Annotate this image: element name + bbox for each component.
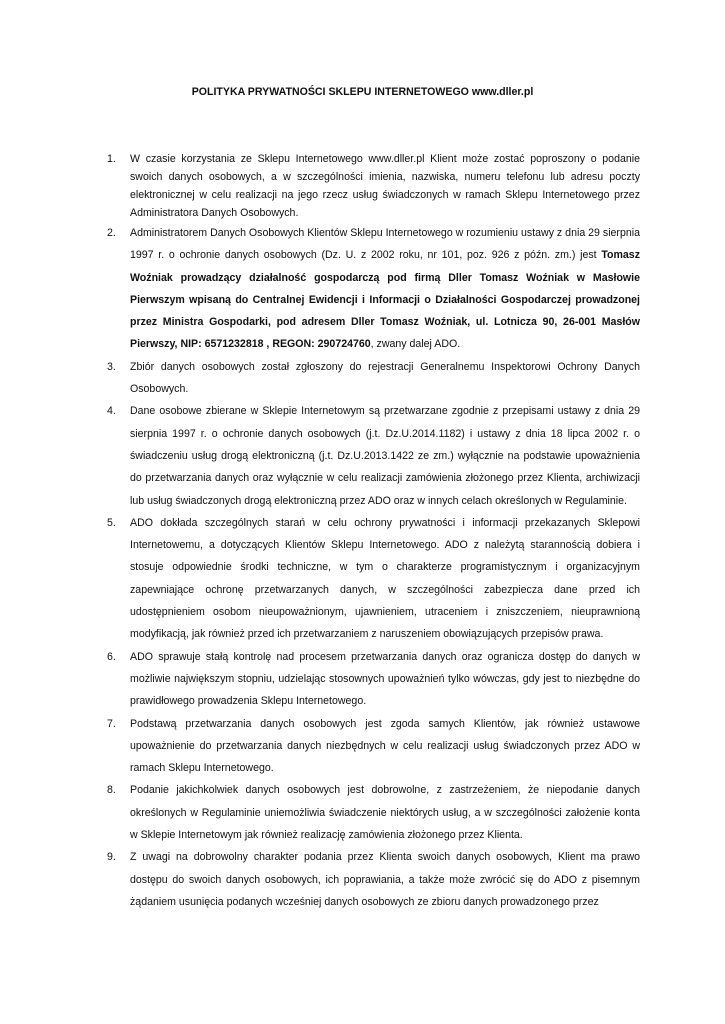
item-text: Zbiór danych osobowych został zgłoszony do rejestracji Generalnemu Inspektorowi Ochrony Danych Osobowych. <box>130 360 640 396</box>
list-item <box>107 646 640 713</box>
item-number: 9. <box>107 851 116 864</box>
item-bold-text: Tomasz Woźniak prowadzący działalność gospodarczą pod firmą Dller Tomasz Woźniak w Masłowie Pierwszym wpisaną do Centralnej Ewidencji i Informacji o Działalności Gospodarczej prowadzonej przez Ministra Gospodarki, pod adresem Dller Tomasz Woźniak, ul. Lotnicza 90, 26-001 Masłów Pierwszy, NIP: 6571232818 , REGON: 290724760 <box>130 249 640 351</box>
item-number: 2. <box>107 227 116 239</box>
policy-list <box>107 150 640 913</box>
item-text: ADO sprawuje stałą kontrolę nad procesem przetwarzania danych oraz ogranicza dostęp do danych w możliwie największym stopniu, udzielając stosownych upoważnień tylko wówczas, gdy jest to niezbędne do prawidłowego prowadzenia Sklepu Internetowego. <box>130 650 640 708</box>
item-text: Podanie jakichkolwiek danych osobowych jest dobrowolne, z zastrzeżeniem, że niepodanie danych określonych w Regulaminie uniemożliwia świadczenie niektórych usług, a w szczególności założenie konta w Sklepie Internetowym jak również realizację zamówienia złożonego przez Klienta. <box>130 784 640 842</box>
item-text: ADO dokłada szczególnych starań w celu ochrony prywatności i informacji przekazanych Sklepowi Internetowemu, a dotyczących Klientów Sklepu Internetowego. ADO z należytą starannością dobiera i stosuje odpowiednie środki techniczne, w tym o charakterze programistycznym i organizacyjnym zapewniające ochronę przetwarzanych danych, w szczególności zabezpiecza dane przed ich udostępnieniem osobom nieupoważnionym, ujawnieniem, utraceniem i zniszczeniem, nieuprawnioną modyfikacją, jak również przed ich przetwarzaniem z naruszeniem obowiązujących przepisów prawa. <box>130 516 640 641</box>
item-text: Z uwagi na dobrowolny charakter podania przez Klienta swoich danych osobowych, Klient ma prawo dostępu do swoich danych osobowych, ich poprawiania, a także może zwrócić się do ADO z pisemnym żądaniem usunięcia podanych wcześniej danych osobowych ze zbioru danych prowadzonego przez <box>130 851 640 908</box>
list-item <box>107 150 640 222</box>
item-number: 6. <box>107 650 116 663</box>
item-number: 8. <box>107 784 116 797</box>
item-text: Administratorem Danych Osobowych Klientów Sklepu Internetowego w rozumieniu ustawy z dnia 29 sierpnia 1997 r. o ochronie danych osobowych (Dz. U. z 2002 roku, nr 101, poz. 926 z późn. zm.) jest <box>130 227 640 262</box>
item-number: 5. <box>107 516 116 529</box>
document-title: POLITYKA PRYWATNOŚCI SKLEPU INTERNETOWEGO www.dller.pl <box>191 86 534 98</box>
item-text: Dane osobowe zbierane w Sklepie Internetowym są przetwarzane zgodnie z przepisami ustawy z dnia 29 sierpnia 1997 r. o ochronie danych osobowych (j.t. Dz.U.2014.1182) i ustawy z dnia 18 lipca 2002 r. o świadczeniu usług drogą elektroniczną (j.t. Dz.U.2013.1422 ze zm.) wyłącznie na podstawie upoważnienia do przetwarzania danych oraz wyłącznie w celu realizacji zamówienia złożonego przez Klienta, archiwizacji lub usług świadczonych drogą elektroniczną przez ADO oraz w innych celach określonych w Regulaminie. <box>130 405 640 507</box>
list-item <box>107 846 640 913</box>
item-number: 7. <box>107 717 116 730</box>
item-text-tail: , zwany dalej ADO. <box>370 338 461 351</box>
item-text: W czasie korzystania ze Sklepu Internetowego www.dller.pl Klient może zostać poproszony o podanie swoich danych osobowych, a w szczególności imienia, nazwiska, numeru telefonu lub adresu poczty elektronicznej w celu realizacji na jego rzecz usług świadczonych w ramach Sklepu Internetowego przez Administratora Danych Osobowych. <box>130 153 640 219</box>
list-item <box>107 400 640 511</box>
list-item <box>107 713 640 780</box>
item-text: Podstawą przetwarzania danych osobowych jest zgoda samych Klientów, jak również ustawowe upoważnienie do przetwarzania danych niezbędnych w celu realizacji usług świadczonych przez ADO w ramach Sklepu Internetowego. <box>130 717 640 775</box>
item-number: 4. <box>107 405 116 418</box>
list-item <box>107 356 640 401</box>
item-number: 3. <box>107 360 116 373</box>
list-item <box>107 222 640 356</box>
item-number: 1. <box>107 153 116 165</box>
list-item <box>107 779 640 846</box>
list-item <box>107 512 640 646</box>
